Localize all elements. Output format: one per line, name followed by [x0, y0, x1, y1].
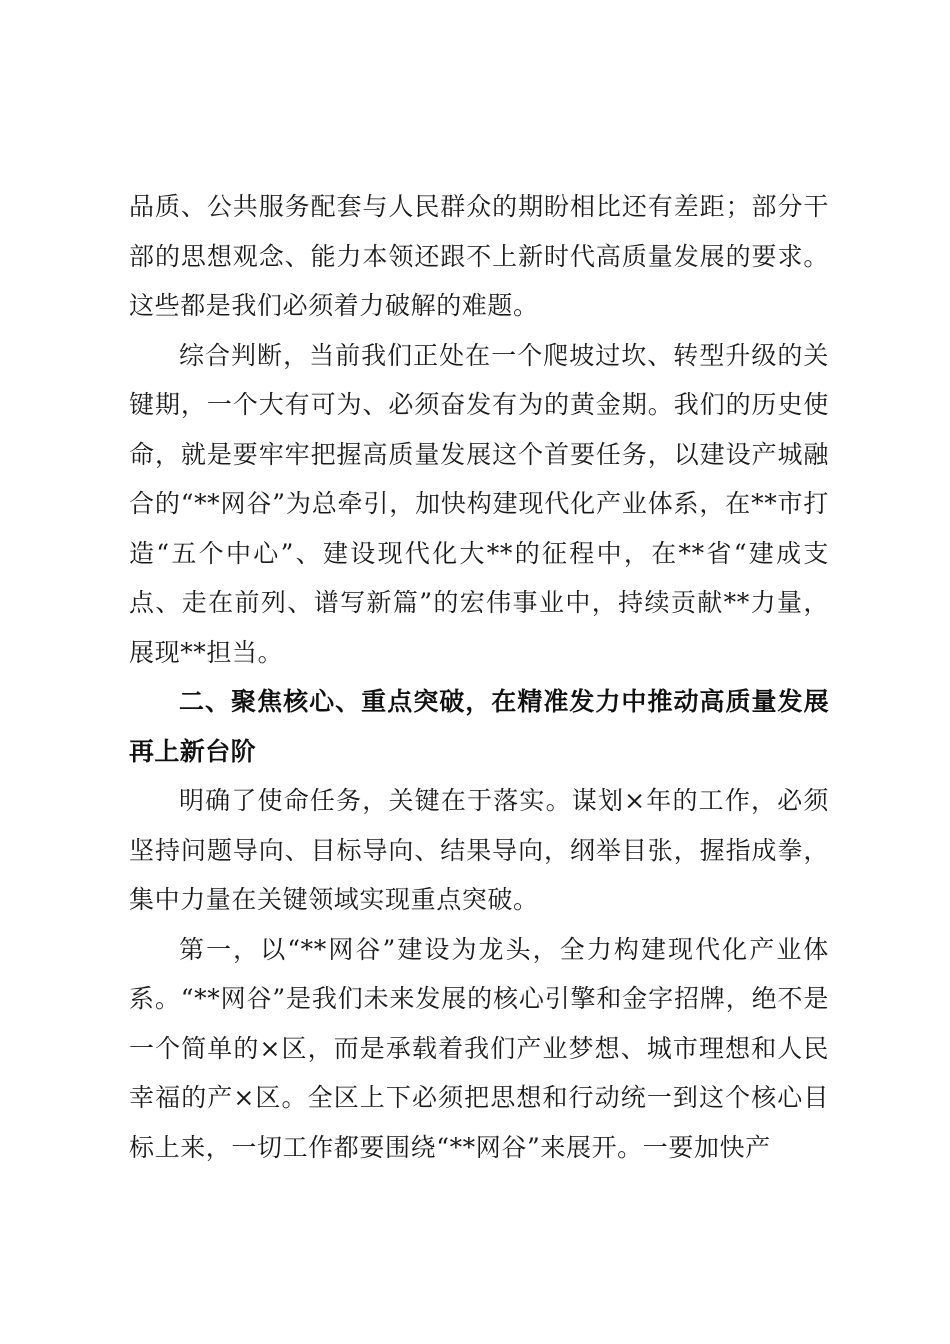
paragraph-continuation: 品质、公共服务配套与人民群众的期盼相比还有差距；部分干部的思想观念、能力本领还跟不上新时代高质量发展的要求。这些都是我们必须着力破解的难题。 — [129, 192, 829, 320]
document-body — [129, 182, 829, 1172]
section-heading-two: 二、聚焦核心、重点突破，在精准发力中推动高质量发展再上新台阶 — [129, 687, 829, 766]
paragraph-first-point: 第一，以“**网谷”建设为龙头，全力构建现代化产业体系。“**网谷”是我们未来发展的核心引擎和金字招牌，绝不是一个简单的×区，而是承载着我们产业梦想、城市理想和人民幸福的产×区。全区上下必须把思想和行动统一到这个核心目标上来，一切工作都要围绕“**网谷”来展开。一要加快产 — [129, 934, 829, 1162]
paragraph-implementation: 明确了使命任务，关键在于落实。谋划×年的工作，必须坚持问题导向、目标导向、结果导向，纲举目张，握指成拳，集中力量在关键领域实现重点突破。 — [129, 786, 829, 914]
paragraph-overall-judgment: 综合判断，当前我们正处在一个爬坡过坎、转型升级的关键期，一个大有可为、必须奋发有为的黄金期。我们的历史使命，就是要牢牢把握高质量发展这个首要任务，以建设产城融合的“**网谷”为总牵引，加快构建现代化产业体系，在**市打造“五个中心”、建设现代化大**的征程中，在**省“建成支点、走在前列、谱写新篇”的宏伟事业中，持续贡献**力量，展现**担当。 — [129, 340, 829, 667]
